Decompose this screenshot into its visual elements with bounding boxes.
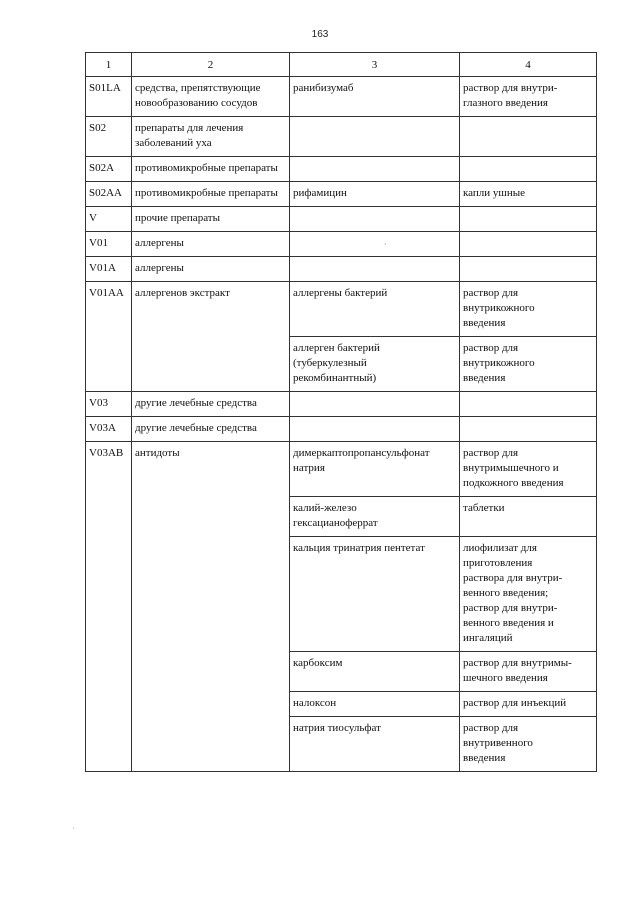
dosage-form-cell: раствор для внутрикожного введения: [460, 337, 597, 392]
table-row: [86, 232, 597, 257]
drug-name-cell: налоксон: [290, 692, 460, 717]
dosage-form-cell: [460, 392, 597, 417]
anatomical-group-cell: антидоты: [132, 442, 290, 772]
dosage-form-cell: раствор для инъекций: [460, 692, 597, 717]
dosage-form-cell: [460, 157, 597, 182]
table-row: [86, 417, 597, 442]
dosage-form-cell: раствор для внутривенного введения: [460, 717, 597, 772]
anatomical-group-cell: средства, препятствующие новообразованию сосудов: [132, 77, 290, 117]
drug-name-cell: кальция тринатрия пентетат: [290, 537, 460, 652]
drug-name-cell: калий-железо гексацианоферрат: [290, 497, 460, 537]
table-row: [86, 157, 597, 182]
drug-name-cell: карбоксим: [290, 652, 460, 692]
drug-name-cell: [290, 207, 460, 232]
column-header-2: 2: [132, 53, 290, 77]
atc-code-cell: V01: [86, 232, 132, 257]
anatomical-group-cell: аллергенов экстракт: [132, 282, 290, 392]
table-row: [86, 117, 597, 157]
dosage-form-cell: [460, 117, 597, 157]
table-row: [86, 442, 597, 497]
drug-name-cell: [290, 117, 460, 157]
atc-code-cell: V03: [86, 392, 132, 417]
dosage-form-cell: раствор для внутримышечного и подкожного введения: [460, 442, 597, 497]
drug-name-cell: рифамицин: [290, 182, 460, 207]
atc-code-cell: V03AB: [86, 442, 132, 772]
drug-name-cell: [290, 157, 460, 182]
table-row: [86, 207, 597, 232]
dosage-form-cell: раствор для внутримы- шечного введения: [460, 652, 597, 692]
dosage-form-cell: таблетки: [460, 497, 597, 537]
atc-code-cell: V01A: [86, 257, 132, 282]
drug-classification-table: [85, 52, 597, 772]
table-row: [86, 182, 597, 207]
dosage-form-cell: [460, 207, 597, 232]
drug-name-cell: [290, 417, 460, 442]
scan-artifact-tick: ˌ: [72, 820, 75, 829]
scan-artifact-dot: ·: [384, 240, 387, 249]
table-row: [86, 77, 597, 117]
drug-name-cell: [290, 232, 460, 257]
anatomical-group-cell: аллергены: [132, 257, 290, 282]
drug-name-cell: [290, 392, 460, 417]
drug-name-cell: [290, 257, 460, 282]
column-header-4: 4: [460, 53, 597, 77]
atc-code-cell: S02: [86, 117, 132, 157]
atc-code-cell: V01AA: [86, 282, 132, 392]
dosage-form-cell: капли ушные: [460, 182, 597, 207]
drug-name-cell: аллерген бактерий (туберкулезный рекомбинантный): [290, 337, 460, 392]
anatomical-group-cell: противомикробные препараты: [132, 182, 290, 207]
anatomical-group-cell: противомикробные препараты: [132, 157, 290, 182]
table-row: [86, 282, 597, 337]
atc-code-cell: S02AA: [86, 182, 132, 207]
drug-name-cell: димеркаптопропансульфонат натрия: [290, 442, 460, 497]
anatomical-group-cell: аллергены: [132, 232, 290, 257]
dosage-form-cell: лиофилизат для приготовления раствора для внутри- венного введения; раствор для внутри- венного введения и ингаляций: [460, 537, 597, 652]
column-header-1: 1: [86, 53, 132, 77]
drug-name-cell: ранибизумаб: [290, 77, 460, 117]
dosage-form-cell: раствор для внутрикожного введения: [460, 282, 597, 337]
dosage-form-cell: [460, 257, 597, 282]
anatomical-group-cell: прочие препараты: [132, 207, 290, 232]
dosage-form-cell: раствор для внутри- глазного введения: [460, 77, 597, 117]
drug-name-cell: натрия тиосульфат: [290, 717, 460, 772]
table-row: [86, 257, 597, 282]
atc-code-cell: S02A: [86, 157, 132, 182]
anatomical-group-cell: другие лечебные средства: [132, 417, 290, 442]
dosage-form-cell: [460, 417, 597, 442]
atc-code-cell: S01LA: [86, 77, 132, 117]
page-number: 163: [311, 29, 329, 40]
drug-name-cell: аллергены бактерий: [290, 282, 460, 337]
dosage-form-cell: [460, 232, 597, 257]
table-row: [86, 392, 597, 417]
anatomical-group-cell: другие лечебные средства: [132, 392, 290, 417]
column-header-3: 3: [290, 53, 460, 77]
atc-code-cell: V: [86, 207, 132, 232]
table-header-row: [86, 53, 597, 77]
atc-code-cell: V03A: [86, 417, 132, 442]
anatomical-group-cell: препараты для лечения заболеваний уха: [132, 117, 290, 157]
